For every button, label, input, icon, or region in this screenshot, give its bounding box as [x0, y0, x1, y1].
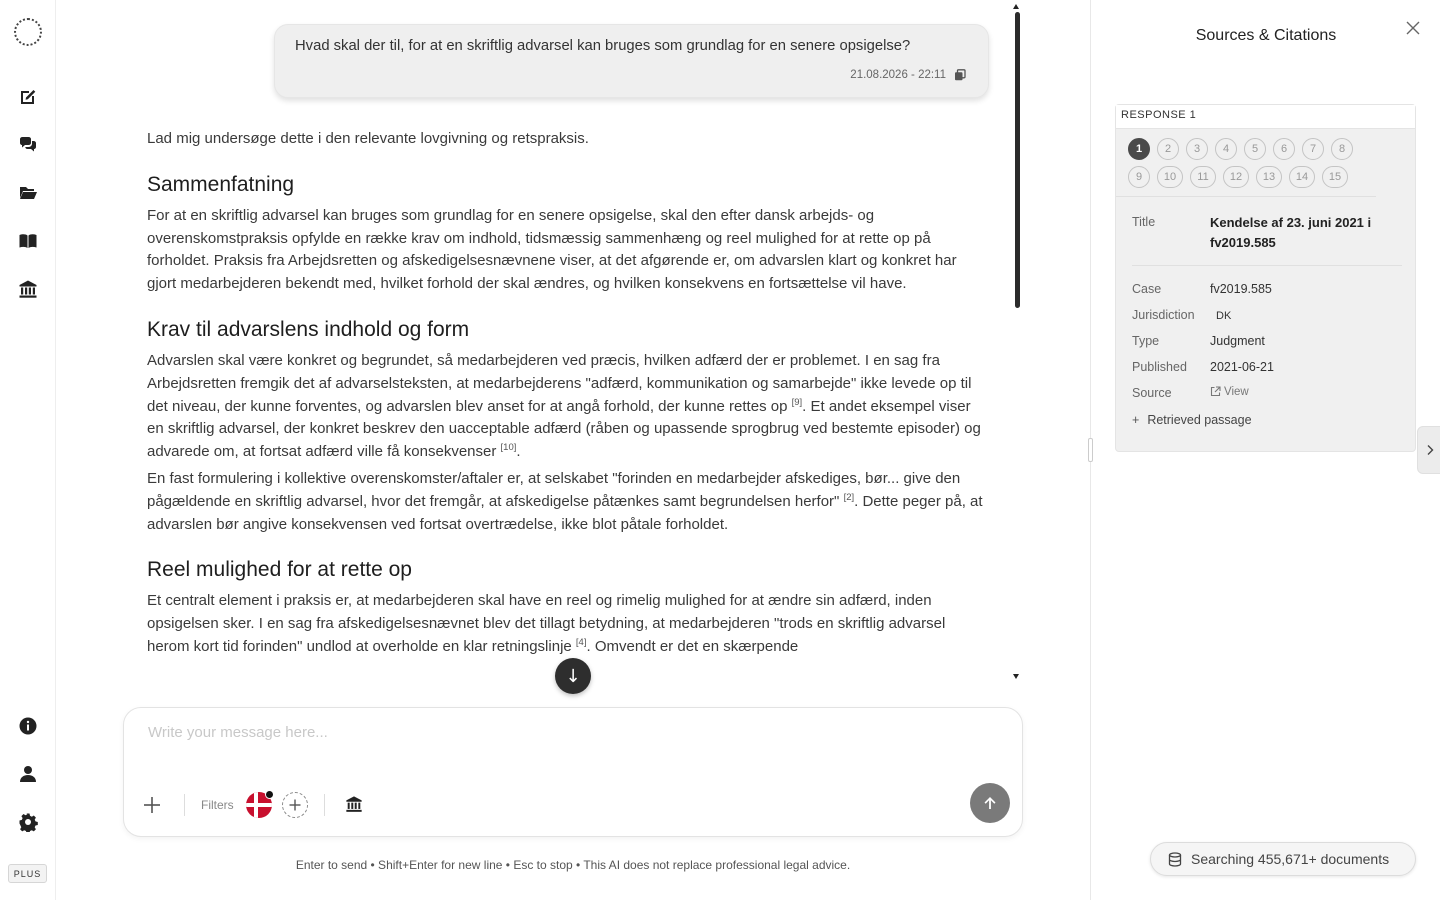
chat-bubbles-icon	[18, 135, 38, 155]
gear-icon	[18, 812, 38, 832]
search-status-text: Searching 455,671+ documents	[1191, 851, 1390, 867]
case-number: fv2019.585	[1210, 282, 1272, 296]
citation-number-2[interactable]: 2	[1157, 138, 1179, 160]
scroll-to-bottom-button[interactable]	[555, 658, 591, 694]
database-icon	[1168, 852, 1182, 867]
library-button[interactable]	[14, 227, 42, 255]
detail-row-case: Case fv2019.585	[1132, 276, 1402, 302]
answer-intro: Lad mig undersøge dette i den relevante lovgivning og retspraksis.	[147, 130, 589, 147]
arrow-up-icon	[982, 795, 998, 811]
info-icon	[18, 716, 38, 736]
plus-icon	[289, 799, 301, 811]
chat-scrollbar[interactable]	[1013, 4, 1021, 684]
section-heading: Reel mulighed for at rette op	[147, 558, 412, 582]
folder-open-icon	[18, 183, 38, 203]
user-message-meta	[850, 69, 966, 81]
folders-button[interactable]	[14, 179, 42, 207]
chats-button[interactable]	[14, 131, 42, 159]
left-sidebar	[0, 0, 56, 900]
filters-label: Filters	[201, 798, 234, 812]
citation-number-14[interactable]: 14	[1289, 166, 1315, 188]
plus-icon: +	[1132, 413, 1140, 427]
citation-number-11[interactable]: 11	[1190, 166, 1216, 188]
panel-title: Sources & Citations	[1195, 27, 1337, 44]
scroll-up-arrow-icon[interactable]	[1013, 4, 1019, 9]
send-button[interactable]	[970, 783, 1010, 823]
retrieved-passage-toggle[interactable]: + Retrieved passage	[1132, 413, 1252, 427]
settings-button[interactable]	[14, 808, 42, 836]
loading-logo-icon	[14, 18, 42, 46]
citation-number-7[interactable]: 7	[1302, 138, 1324, 160]
chevron-right-icon	[1426, 444, 1434, 456]
copy-icon[interactable]	[954, 69, 966, 81]
answer-paragraph: Advarslen skal være konkret og begrundet, så medarbejderen ved præcis, hvilken adfærd der er problemet. I en sag fra Arbejdsretten fremgik det af advarselsteksten, at medarbejderens "adfærd, kommunikation og samarbejde" ikke levede op til det niveau, der kunne forventes, og advarslen blev anset for at angå forhold, der kunne rettes op [9]. Et andet eksempel viser en skriftlig advarsel, der konkret beskrev den uacceptable adfærd (råben og upassende sprogbrug ved bestemte episoder) og advarede om, at fortsat adfærd ville få konsekvenser [10].	[147, 351, 981, 461]
section-heading: Sammenfatning	[147, 172, 295, 196]
expand-panel-button[interactable]	[1417, 426, 1440, 474]
source-view-link[interactable]: View	[1210, 386, 1249, 398]
add-filter-button[interactable]	[282, 792, 308, 818]
detail-row-jurisdiction: Jurisdiction DK	[1132, 302, 1402, 328]
message-input[interactable]	[148, 724, 968, 741]
answer-paragraph: Et centralt element i praksis er, at medarbejderen skal have en reel og rimelig mulighed for at ændre sin adfærd, inden opsigelsen sker. I en sag fra afskedigelsesnævnet blev det tillagt betydning, at medarbejderen "trods en skriftlig advarsel herom kort tid forinden" undlod at overholde en klar retningslinje [4]. Omvendt er det en skærpende	[147, 592, 946, 655]
citation-marker[interactable]: [2]	[843, 491, 855, 503]
attach-button[interactable]	[140, 793, 164, 817]
assistant-answer	[147, 126, 987, 682]
citation-number-list	[1116, 129, 1376, 197]
citation-number-9[interactable]: 9	[1128, 166, 1150, 188]
book-icon	[18, 231, 38, 251]
info-button[interactable]	[14, 712, 42, 740]
section-heading: Krav til advarslens indhold og form	[147, 317, 470, 341]
new-chat-button[interactable]	[14, 83, 42, 111]
citation-title: Kendelse af 23. juni 2021 i fv2019.585	[1210, 215, 1372, 250]
user-message-text: Hvad skal der til, for at en skriftlig advarsel kan bruges som grundlag for en senere opsigelse?	[295, 38, 911, 54]
institutions-button[interactable]	[14, 275, 42, 303]
message-composer	[123, 707, 1023, 837]
institutions-filter-button[interactable]	[345, 795, 365, 815]
detail-row-type: Type Judgment	[1132, 328, 1402, 354]
citation-number-13[interactable]: 13	[1256, 166, 1282, 188]
citation-number-12[interactable]: 12	[1223, 166, 1249, 188]
detail-row-title: Title Kendelse af 23. juni 2021 i fv2019.585	[1132, 213, 1402, 266]
citation-number-8[interactable]: 8	[1331, 138, 1353, 160]
composer-toolbar	[140, 790, 365, 820]
divider	[324, 794, 325, 816]
composer-hint: Enter to send • Shift+Enter for new line • Esc to stop • This AI does not replace professional legal advice.	[295, 858, 851, 872]
sources-panel	[1090, 0, 1440, 900]
search-status-pill	[1150, 842, 1416, 876]
citation-number-5[interactable]: 5	[1244, 138, 1266, 160]
detail-row-published: Published 2021-06-21	[1132, 354, 1402, 380]
citation-marker[interactable]: [9]	[791, 396, 803, 408]
citation-number-4[interactable]: 4	[1215, 138, 1237, 160]
arrow-down-icon: ↓	[565, 665, 581, 687]
response-label: RESPONSE 1	[1116, 105, 1415, 129]
published-date: 2021-06-21	[1210, 360, 1274, 374]
plus-icon	[143, 796, 161, 814]
divider	[184, 794, 185, 816]
citation-number-1[interactable]: 1	[1128, 138, 1150, 160]
active-filter-dot	[265, 790, 274, 799]
edit-icon	[18, 87, 38, 107]
chat-area	[56, 0, 1090, 900]
citation-marker[interactable]: [10]	[500, 442, 517, 454]
scroll-down-arrow-icon[interactable]	[1013, 674, 1019, 679]
close-icon[interactable]	[1405, 20, 1421, 36]
building-columns-icon	[18, 279, 38, 299]
profile-button[interactable]	[14, 760, 42, 788]
citation-number-15[interactable]: 15	[1322, 166, 1348, 188]
citation-marker[interactable]: [4]	[575, 636, 587, 648]
citation-details	[1132, 213, 1402, 406]
citation-number-10[interactable]: 10	[1157, 166, 1183, 188]
jurisdiction-badge: DK	[1216, 310, 1232, 322]
external-link-icon	[1210, 386, 1221, 397]
building-columns-icon	[345, 795, 363, 813]
denmark-filter-chip[interactable]	[246, 792, 272, 818]
scrollbar-thumb[interactable]	[1015, 12, 1020, 308]
user-message-bubble	[274, 24, 989, 98]
citation-number-6[interactable]: 6	[1273, 138, 1295, 160]
document-type: Judgment	[1210, 334, 1265, 348]
response-citations-card	[1115, 104, 1416, 452]
citation-number-3[interactable]: 3	[1186, 138, 1208, 160]
detail-row-source: Source View	[1132, 385, 1249, 400]
message-timestamp: 21.08.2026 - 22:11	[850, 69, 946, 81]
user-icon	[18, 764, 38, 784]
answer-paragraph: For at en skriftlig advarsel kan bruges som grundlag for en senere opsigelse, skal den efter dansk arbejds- og overenskomstpraksis opfylde en række krav om indhold, tidsmæssig sammenhæng og reel mulighed for at rette op på forholdet. Praksis fra Arbejdsretten og afskedigelsesnævnene viser, at det afgørende er, om advarslen klart og konkret har gjort medarbejderen bekendt med, hvilket forhold der skal ændres, og hvilken konsekvens en fortsættelse vil have.	[147, 206, 957, 293]
panel-resize-handle[interactable]	[1088, 438, 1093, 462]
plan-badge: PLUS	[8, 864, 47, 883]
answer-paragraph: En fast formulering i kollektive overenskomster/aftaler er, at selskabet "forinden en medarbejder afskediges, bør... give den pågældende en skriftlig advarsel, hvor det fremgår, at afskedigelse påtænkes samt begrundelsen herfor" [2]. Dette peger på, at advarslen bør angive konsekvensen ved fortsat overtrædelse, ikke blot påtale forholdet.	[147, 469, 983, 533]
